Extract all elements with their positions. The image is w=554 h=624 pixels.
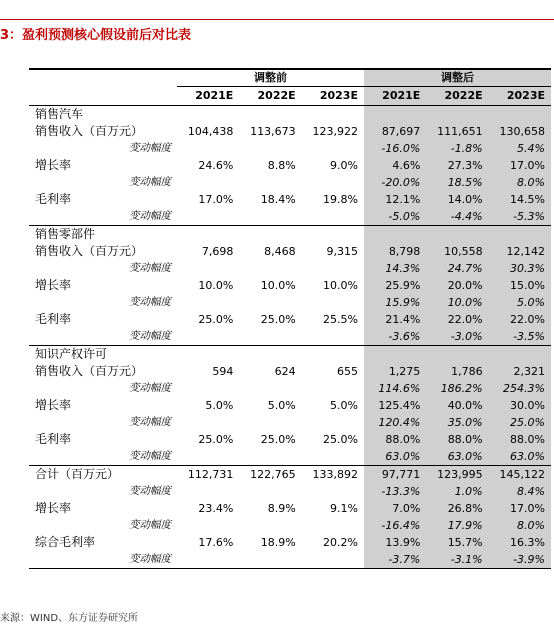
value-cell [302, 208, 364, 226]
change-label: 变动幅度 [129, 262, 171, 274]
value-cell: 20.0% [426, 277, 488, 294]
value-cell [489, 346, 551, 364]
change-label: 变动幅度 [129, 176, 171, 188]
value-cell: 27.3% [426, 157, 488, 174]
table-row [29, 363, 551, 380]
value-cell: -3.9% [489, 551, 551, 569]
change-label: 变动幅度 [129, 450, 171, 462]
value-cell: 9.1% [330, 502, 358, 515]
value-cell: 88.0% [364, 431, 426, 448]
value-cell: 10.0% [198, 279, 234, 292]
value-cell [239, 517, 301, 534]
value-cell [177, 414, 239, 431]
row-label: 毛利率 [35, 312, 72, 326]
table-row [29, 534, 551, 551]
value-cell: 24.6% [198, 159, 234, 172]
value-cell: 133,892 [302, 466, 364, 484]
value-cell: 63.0% [426, 448, 488, 466]
title-divider [0, 19, 554, 20]
row-label: 知识产权许可 [29, 346, 177, 364]
value-cell: 40.0% [426, 397, 488, 414]
value-cell: 104,438 [187, 125, 234, 138]
table-row [29, 260, 551, 277]
value-cell: 63.0% [489, 448, 551, 466]
value-cell [177, 346, 239, 364]
value-cell: 15.7% [426, 534, 488, 551]
value-cell: 14.3% [364, 260, 426, 277]
value-cell: -3.6% [364, 328, 426, 346]
value-cell: 25.9% [364, 277, 426, 294]
value-cell [177, 448, 239, 466]
value-cell: 16.3% [489, 534, 551, 551]
value-cell: 35.0% [426, 414, 488, 431]
value-cell: -1.8% [426, 140, 488, 157]
value-cell: 63.0% [364, 448, 426, 466]
row-label: 增长率 [35, 278, 72, 292]
value-cell: 25.0% [489, 414, 551, 431]
row-label: 销售收入（百万元） [35, 244, 144, 258]
value-cell: 5.0% [205, 399, 234, 412]
value-cell [177, 140, 239, 157]
value-cell: 5.4% [489, 140, 551, 157]
value-cell: 125.4% [364, 397, 426, 414]
value-cell [302, 380, 364, 397]
figure-title: 3：盈利预测核心假设前后对比表 [0, 28, 192, 43]
value-cell: 8.0% [489, 517, 551, 534]
value-cell [239, 414, 301, 431]
value-cell [302, 260, 364, 277]
value-cell [239, 448, 301, 466]
value-cell: 5.0% [267, 399, 296, 412]
value-cell [239, 208, 301, 226]
change-label: 变动幅度 [129, 296, 171, 308]
value-cell: 5.0% [489, 294, 551, 311]
value-cell [239, 551, 301, 569]
table-row [29, 311, 551, 328]
value-cell: 20.2% [323, 536, 358, 549]
value-cell [302, 346, 364, 364]
value-cell: 18.5% [426, 174, 488, 191]
value-cell [302, 328, 364, 346]
value-cell: 23.4% [198, 502, 234, 515]
value-cell [489, 226, 551, 244]
value-cell [426, 226, 488, 244]
row-label: 增长率 [35, 398, 72, 412]
table-row [29, 431, 551, 448]
value-cell [302, 226, 364, 244]
year-header: 2023E [489, 87, 551, 106]
table-row [29, 500, 551, 517]
value-cell [364, 106, 426, 124]
value-cell: 25.0% [198, 313, 234, 326]
value-cell: 5.0% [330, 399, 358, 412]
value-cell: 10.0% [260, 279, 296, 292]
value-cell: 113,673 [250, 125, 296, 138]
value-cell: 14.0% [426, 191, 488, 208]
table-row [29, 551, 551, 569]
change-label: 变动幅度 [129, 330, 171, 342]
value-cell [239, 346, 301, 364]
table-row [29, 294, 551, 311]
value-cell: 17.6% [198, 536, 234, 549]
value-cell: 18.4% [260, 193, 296, 206]
value-cell [302, 414, 364, 431]
value-cell [239, 174, 301, 191]
table-row [29, 277, 551, 294]
value-cell [426, 346, 488, 364]
row-label: 增长率 [35, 501, 72, 515]
value-cell: 123,995 [426, 466, 488, 484]
value-cell: 26.8% [426, 500, 488, 517]
value-cell: 10,558 [426, 243, 488, 260]
table-row [29, 140, 551, 157]
value-cell: 10.0% [426, 294, 488, 311]
table-row [29, 414, 551, 431]
value-cell [302, 106, 364, 124]
table-row [29, 448, 551, 466]
table-row [29, 483, 551, 500]
value-cell: 24.7% [426, 260, 488, 277]
value-cell: 7,698 [201, 245, 234, 258]
value-cell: -5.0% [364, 208, 426, 226]
table-row [29, 191, 551, 208]
value-cell: 254.3% [489, 380, 551, 397]
value-cell [239, 106, 301, 124]
year-header: 2021E [177, 87, 239, 106]
value-cell: 120.4% [364, 414, 426, 431]
value-cell: 25.0% [260, 313, 296, 326]
year-header: 2023E [302, 87, 364, 106]
value-cell: 25.0% [323, 433, 358, 446]
value-cell: 17.9% [426, 517, 488, 534]
change-label: 变动幅度 [129, 382, 171, 394]
value-cell: 130,658 [489, 123, 551, 140]
value-cell: -5.3% [489, 208, 551, 226]
table-row [29, 174, 551, 191]
value-cell: 1,275 [364, 363, 426, 380]
value-cell: 22.0% [489, 311, 551, 328]
value-cell: 15.9% [364, 294, 426, 311]
value-cell: 18.9% [260, 536, 296, 549]
row-label: 综合毛利率 [35, 535, 96, 549]
row-label: 销售收入（百万元） [35, 364, 144, 378]
value-cell: 8.4% [489, 483, 551, 500]
value-cell: 25.0% [260, 433, 296, 446]
table-row [29, 346, 551, 364]
value-cell: -3.1% [426, 551, 488, 569]
value-cell: 2,321 [489, 363, 551, 380]
value-cell [177, 328, 239, 346]
value-cell [177, 260, 239, 277]
change-label: 变动幅度 [129, 416, 171, 428]
row-label: 销售收入（百万元） [35, 124, 144, 138]
value-cell: 122,765 [239, 466, 301, 484]
row-label: 毛利率 [35, 432, 72, 446]
value-cell: 15.0% [489, 277, 551, 294]
value-cell: -16.0% [364, 140, 426, 157]
value-cell: 13.9% [364, 534, 426, 551]
year-header: 2021E [364, 87, 426, 106]
change-label: 变动幅度 [129, 142, 171, 154]
value-cell: 655 [336, 365, 358, 378]
value-cell: 8,468 [264, 245, 296, 258]
table-row [29, 397, 551, 414]
group-before-header: 调整前 [177, 69, 364, 87]
label-header [29, 87, 177, 106]
table-row [29, 208, 551, 226]
value-cell: 111,651 [426, 123, 488, 140]
value-cell: 8.8% [267, 159, 296, 172]
value-cell: 88.0% [426, 431, 488, 448]
value-cell: 123,922 [312, 125, 358, 138]
value-cell: 21.4% [364, 311, 426, 328]
value-cell [177, 208, 239, 226]
table-row [29, 226, 551, 244]
value-cell [177, 483, 239, 500]
value-cell: -16.4% [364, 517, 426, 534]
value-cell: 22.0% [426, 311, 488, 328]
value-cell: 12,142 [489, 243, 551, 260]
change-label: 变动幅度 [129, 485, 171, 497]
value-cell: 8.9% [267, 502, 296, 515]
value-cell [302, 483, 364, 500]
table-row [29, 157, 551, 174]
value-cell: 624 [274, 365, 296, 378]
value-cell: 9,315 [326, 245, 358, 258]
value-cell: 12.1% [364, 191, 426, 208]
value-cell [239, 140, 301, 157]
change-label: 变动幅度 [129, 210, 171, 222]
row-label: 销售汽车 [35, 107, 84, 121]
row-label: 合计（百万元） [29, 466, 177, 484]
change-label: 变动幅度 [29, 551, 177, 569]
comparison-table [29, 68, 551, 569]
comparison-table-container [29, 68, 551, 569]
value-cell: 14.5% [489, 191, 551, 208]
value-cell: -4.4% [426, 208, 488, 226]
value-cell [302, 551, 364, 569]
value-cell [364, 346, 426, 364]
value-cell [177, 106, 239, 124]
value-cell: 186.2% [426, 380, 488, 397]
year-header: 2022E [239, 87, 301, 106]
value-cell: 7.0% [364, 500, 426, 517]
value-cell: -3.5% [489, 328, 551, 346]
value-cell: 87,697 [364, 123, 426, 140]
table-body [29, 106, 551, 569]
value-cell: 9.0% [330, 159, 358, 172]
value-cell: 17.0% [489, 500, 551, 517]
value-cell: 88.0% [489, 431, 551, 448]
group-header-row [29, 69, 551, 87]
value-cell [302, 294, 364, 311]
value-cell: 145,122 [489, 466, 551, 484]
value-cell [239, 328, 301, 346]
value-cell [239, 226, 301, 244]
row-label: 销售零部件 [29, 226, 177, 244]
value-cell [177, 174, 239, 191]
value-cell [489, 106, 551, 124]
value-cell: 17.0% [489, 157, 551, 174]
row-label: 毛利率 [35, 192, 72, 206]
value-cell: -3.7% [364, 551, 426, 569]
value-cell: 19.8% [323, 193, 358, 206]
value-cell [177, 517, 239, 534]
value-cell [239, 380, 301, 397]
value-cell: -13.3% [364, 483, 426, 500]
value-cell: 97,771 [364, 466, 426, 484]
value-cell [302, 517, 364, 534]
table-row [29, 106, 551, 124]
value-cell: 1.0% [426, 483, 488, 500]
value-cell: 112,731 [177, 466, 239, 484]
table-row [29, 466, 551, 484]
table-row [29, 517, 551, 534]
value-cell [239, 260, 301, 277]
value-cell [426, 106, 488, 124]
value-cell [177, 380, 239, 397]
value-cell: 30.3% [489, 260, 551, 277]
value-cell [239, 294, 301, 311]
value-cell [177, 226, 239, 244]
value-cell: 25.5% [323, 313, 358, 326]
value-cell: -3.0% [426, 328, 488, 346]
change-label: 变动幅度 [129, 519, 171, 531]
value-cell [364, 226, 426, 244]
value-cell [302, 448, 364, 466]
table-row [29, 243, 551, 260]
table-row [29, 123, 551, 140]
value-cell: 8.0% [489, 174, 551, 191]
value-cell: 1,786 [426, 363, 488, 380]
source-note: 来源：WIND、东方证券研究所 [0, 613, 139, 624]
corner-cell [29, 69, 177, 87]
table-row [29, 328, 551, 346]
value-cell [177, 294, 239, 311]
value-cell: 30.0% [489, 397, 551, 414]
value-cell: 114.6% [364, 380, 426, 397]
table-row [29, 380, 551, 397]
group-after-header: 调整后 [364, 69, 551, 87]
value-cell: 8,798 [364, 243, 426, 260]
value-cell [177, 551, 239, 569]
row-label: 增长率 [35, 158, 72, 172]
value-cell: 594 [212, 365, 234, 378]
value-cell [239, 483, 301, 500]
value-cell: -20.0% [364, 174, 426, 191]
value-cell: 17.0% [198, 193, 234, 206]
value-cell: 10.0% [323, 279, 358, 292]
value-cell [302, 140, 364, 157]
year-header: 2022E [426, 87, 488, 106]
year-header-row [29, 87, 551, 106]
value-cell: 25.0% [198, 433, 234, 446]
value-cell [302, 174, 364, 191]
value-cell: 4.6% [364, 157, 426, 174]
